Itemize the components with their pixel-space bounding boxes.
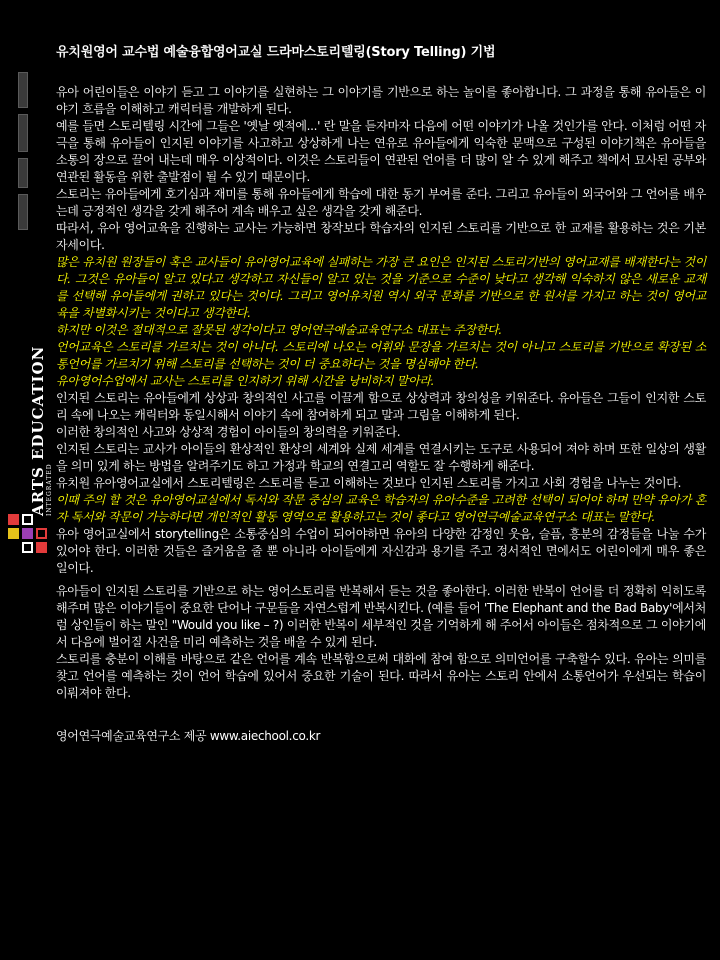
decorative-bar bbox=[18, 158, 28, 188]
decorative-bars bbox=[18, 72, 32, 232]
decorative-bar bbox=[18, 72, 28, 108]
highlight-paragraph: 이때 주의 할 것은 유아영어교실에서 독서와 작문 중심의 교육은 학습자의 유아수준을 고려한 선택이 되어야 하며 만약 유아가 혼자 독서와 작문이 가능하다면 개인적인 활동 영역으로 활용하고는 것이 좋다고 영어연극예술교육연구소 대표는 말한다. bbox=[56, 493, 706, 524]
highlight-paragraph: 하지만 이것은 절대적으로 잘못된 생각이다고 영어연극예술교육연구소 대표는 주장한다. bbox=[56, 323, 502, 337]
paragraph: 예를 들면 스토리텔링 시간에 그들은 '옛날 옛적에...' 란 말을 듣자마자 다음에 어떤 이야기가 나올 것인가를 안다. 이처럼 어떤 자극을 통해 유아들이 인지된 이야기를 사고하고 상상하게 나는 연유로 유아들에게 익숙한 문맥으로 구성된 이야기책은 유아들을 소통의 장으로 끌어 내는데 매우 이상적이다. 이것은 스토리들이 연관된 언어를 더 많이 알 수 있게 해주고 책에서 묘사된 공부와 연관된 활동을 위한 출발점이 될 수 있기 때문이다. bbox=[56, 119, 706, 184]
paragraph: 유치원 유아영어교실에서 스토리텔링은 스토리를 듣고 이해하는 것보다 인지된 스토리를 가지고 사회 경험을 나누는 것이다. bbox=[56, 476, 682, 490]
paragraph: 유아 영어교실에서 storytelling은 소통중심의 수업이 되어야하면 유아의 다양한 감정인 웃음, 슬픔, 흥분의 감정들을 나눌 수가 있어야 한다. 이러한 것들은 즐거움을 줄 뿐 아니라 아이들에게 자신감과 용기를 주고 정서적인 면에서도 어린이에게 매우 좋은 일이다. bbox=[56, 527, 706, 575]
paragraph: 이러한 창의적인 사고와 상상적 경험이 아이들의 창의력을 키워준다. bbox=[56, 425, 401, 439]
paragraph: 인지된 스토리는 유아들에게 상상과 창의적인 사고를 이끌게 함으로 상상력과 창의성을 키워준다. 유아들은 그들이 인지한 스토리 속에 나오는 캐릭터와 동일시해서 이야기 속에 참여하게 되고 말과 그림을 이해하게 된다. bbox=[56, 391, 706, 422]
article-body bbox=[56, 84, 706, 702]
decorative-bar bbox=[18, 194, 28, 230]
paragraph: 스토리를 충분이 이해를 바탕으로 같은 언어를 계속 반복함으로써 대화에 참여 함으로 의미언어를 구축할수 있다. 유아는 의미를 찾고 언어를 예측하는 것이 언어 학습에 있어서 중요한 기술이 된다. 따라서 유아는 스토리 안에서 소통언어가 우선되는 학습이 이뤄져야 한다. bbox=[56, 652, 706, 700]
logo-line1: ARTS EDUCATION bbox=[29, 345, 47, 516]
decorative-bar bbox=[18, 114, 28, 152]
footer-credit: 영어연극예술교육연구소 제공 www.aiechool.co.kr bbox=[56, 729, 321, 743]
logo-squares-icon bbox=[8, 514, 52, 558]
paragraph: 유아 어린이들은 이야기 듣고 그 이야기를 실현하는 그 이야기를 기반으로 하는 놀이를 좋아합니다. 그 과정을 통해 유아들은 이야기 흐름을 이해하고 캐릭터를 개발하게 된다. bbox=[56, 85, 706, 116]
highlight-paragraph: 많은 유치원 원장들이 혹은 교사들이 유아영어교육에 실패하는 가장 큰 요인은 인지된 스토리기반의 영어교재를 배재한다는 것이다. 그것은 유아들이 알고 있다고 생각하고 자신들이 알고 있는 것을 기준으로 수준이 낮다고 생각해 익숙하지 않은 새로운 교재를 선택해 유아들에게 권하고 있다는 것이다. 그리고 영어유치원 역시 외국 문화를 기반으로 한 원서를 가지고 하는 것이 영어교육을 차별화시키는 것이다고 생각한다. bbox=[56, 255, 706, 320]
paragraph: 스토리는 유아들에게 호기심과 재미를 통해 유아들에게 학습에 대한 동기 부여를 준다. 그리고 유아들이 외국어와 그 언어를 배우는데 긍정적인 생각을 갖게 해주어 계속 배우고 싶은 생각을 갖게 해준다. bbox=[56, 187, 706, 218]
article bbox=[56, 44, 706, 744]
paragraph: 유아들이 인지된 스토리를 기반으로 하는 영어스토리를 반복해서 듣는 것을 좋아한다. 이러한 반복이 언어를 더 정확히 익히도록 해주며 많은 이야기들이 중요한 단어나 구문들을 자연스럽게 반복시킨다. (예를 들어 'The Elephant and the Bad Baby'에서처럼 상인들이 하는 말인 "Would you like – ?) 이러한 반복이 세부적인 것을 기억하게 해 주어서 아이들은 점차적으로 그 이야기에서 다음에 벌어질 사건을 미리 예측하는 것을 배울 수 있게 된다. bbox=[56, 584, 706, 649]
paragraph: 따라서, 유아 영어교육을 진행하는 교사는 가능하면 창작보다 학습자의 인지된 스토리를 기반으로 한 교재를 활용하는 것은 기본 자세이다. bbox=[56, 221, 706, 252]
highlight-paragraph: 언어교육은 스토리를 가르치는 것이 아니다. 스토리에 나오는 어휘와 문장을 가르치는 것이 아니고 스토리를 기반으로 확장된 소통언어를 가르치기 위해 스토리를 선택하는 것이 더 중요하다는 것을 명심해야 한다. bbox=[56, 340, 706, 371]
logo-line2: INTEGRATED bbox=[46, 463, 53, 516]
page-title: 유치원영어 교수법 예술융합영어교실 드라마스토리텔링(Story Telling) 기법 bbox=[56, 45, 496, 60]
paragraph: 인지된 스토리는 교사가 아이들의 환상적인 환상의 세계와 실제 세계를 연결시키는 도구로 사용되어 져야 하며 또한 일상의 생활을 의미 있게 하는 방법을 알려주기도 하고 가정과 학교의 연결고리 역할도 잘 수행하게 해준다. bbox=[56, 442, 706, 473]
highlight-paragraph: 유아영어수업에서 교사는 스토리를 인지하기 위해 시간을 낭비하지 말아라. bbox=[56, 374, 435, 388]
logo-text bbox=[30, 346, 54, 516]
arts-education-logo bbox=[6, 345, 53, 564]
